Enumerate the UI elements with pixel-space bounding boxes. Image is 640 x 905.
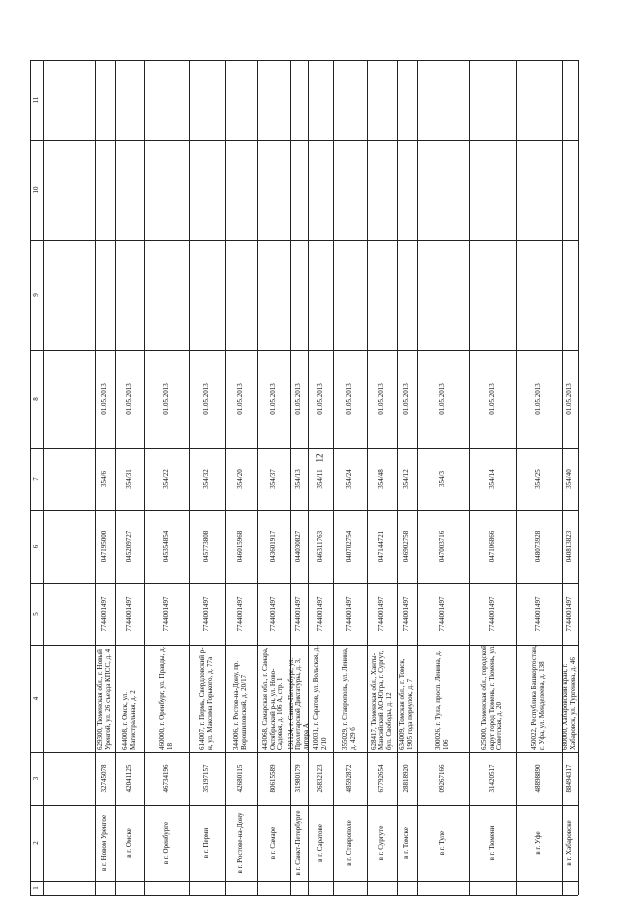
row-11-date-text: 01.05.2013 <box>438 383 447 415</box>
row-3-date-text: 01.05.2013 <box>202 383 211 415</box>
row-11-inn <box>417 583 469 645</box>
row-13-name <box>516 805 562 881</box>
row-11-address <box>417 645 469 752</box>
row-12-number <box>469 448 516 510</box>
row-5-name <box>257 805 290 881</box>
row-10-address <box>397 645 417 752</box>
row-2-number-text: 354/22 <box>161 469 170 489</box>
row-9-code <box>367 752 397 805</box>
row-10-code <box>397 752 417 805</box>
row-10-date-text: 01.05.2013 <box>402 383 411 415</box>
row-1-number <box>115 448 144 510</box>
row-13-date-text: 01.05.2013 <box>534 383 543 415</box>
row-5-date-text: 01.05.2013 <box>268 383 277 415</box>
row-4-address-text: 344006, г. Ростов-на-Дону, пр. Ворошиловский, д. 20/17 <box>232 660 248 750</box>
row-3-inn-text: 7744001497 <box>202 596 211 632</box>
row-2-inn-text: 7744001497 <box>161 596 170 632</box>
row-1-date <box>115 350 144 448</box>
row-11-address-text: 300026, г. Тула, просп. Ленина, д. 106 <box>434 650 450 750</box>
row-13-address <box>516 645 562 752</box>
row-2-date-text: 01.05.2013 <box>161 383 170 415</box>
row-8-inn-text: 7744001497 <box>345 596 354 632</box>
row-3-bik <box>189 510 225 583</box>
row-6-address-text: 191124, г. Санкт-Петербург, ул. Пролетарской Диктатуры, д. 3, литера А <box>286 657 310 750</box>
row-13-bik-text: 048073928 <box>534 530 543 563</box>
row-13-inn-text: 7744001497 <box>534 596 543 632</box>
row-7-date <box>308 350 333 448</box>
row-14-bik <box>562 510 578 583</box>
row-0-name <box>95 805 115 881</box>
row-9-inn <box>367 583 397 645</box>
row-5-code-text: 80615589 <box>268 764 277 793</box>
row-0-inn <box>95 583 115 645</box>
row-10-number-text: 354/12 <box>402 469 411 489</box>
row-5-code <box>257 752 290 805</box>
row-3-name-text: в г. Перми <box>202 827 211 859</box>
row-10-code-text: 28818920 <box>402 764 411 793</box>
row-6-address <box>286 645 310 752</box>
row-8-code <box>333 752 367 805</box>
row-2-date <box>144 350 189 448</box>
row-13-code-text: 48898890 <box>534 764 543 793</box>
row-10-number <box>397 448 417 510</box>
row-8-date <box>333 350 367 448</box>
column-number-8-text: 8 <box>31 397 40 401</box>
row-9-date-text: 01.05.2013 <box>377 383 386 415</box>
row-14-code <box>562 752 578 805</box>
row-9-address <box>367 645 397 752</box>
row-5-inn <box>257 583 290 645</box>
row-10-name-text: в г. Томске <box>402 827 411 859</box>
table-rule <box>30 881 578 882</box>
row-9-code-text: 67792654 <box>377 764 386 793</box>
row-5-name-text: в г. Самаре <box>268 826 277 860</box>
row-6-name-text: в г. Санкт-Петербурге <box>294 810 303 876</box>
row-14-bik-text: 040813823 <box>565 530 574 563</box>
row-14-date-text: 01.05.2013 <box>565 383 574 415</box>
row-3-number-text: 354/32 <box>202 469 211 489</box>
row-8-date-text: 01.05.2013 <box>345 383 354 415</box>
column-number-9-text: 9 <box>31 293 40 297</box>
row-9-inn-text: 7744001497 <box>377 596 386 632</box>
row-5-bik-text: 043601917 <box>268 530 277 563</box>
row-2-address <box>144 645 189 752</box>
row-0-name-text: в г. Новом Уренгое <box>100 814 109 872</box>
row-5-address <box>257 645 290 752</box>
row-7-address <box>308 645 333 752</box>
row-13-name-text: в г. Уфе <box>534 831 543 855</box>
column-number-11 <box>30 60 43 140</box>
row-5-address-text: 443068, Самарская обл., г. Самара, Октябрьский р-н, ул. Ново-Садовая, д. 106 А, стр. 1 <box>261 647 285 750</box>
row-12-bik <box>469 510 516 583</box>
row-1-address-text: 644008, г. Омск, ул. Магистральная, д. 2 <box>120 690 137 750</box>
column-number-9 <box>30 240 43 350</box>
row-12-code <box>469 752 516 805</box>
column-number-10-text: 10 <box>31 186 40 194</box>
row-11-bik <box>417 510 469 583</box>
column-number-4-text: 4 <box>31 696 40 701</box>
row-14-number-text: 354/40 <box>565 469 574 489</box>
row-10-bik <box>397 510 417 583</box>
row-7-code <box>308 752 333 805</box>
row-3-code-text: 35197157 <box>202 764 211 793</box>
row-8-bik <box>333 510 367 583</box>
row-8-address-text: 355029, г. Ставрополь, ул. Ленина, д. 429 б <box>341 647 357 750</box>
row-13-number <box>516 448 562 510</box>
row-4-name <box>225 805 257 881</box>
row-7-bik <box>308 510 333 583</box>
row-10-date <box>397 350 417 448</box>
row-13-date <box>516 350 562 448</box>
row-10-bik-text: 046902758 <box>402 530 411 563</box>
row-6-inn-text: 7744001497 <box>294 596 303 632</box>
row-3-name <box>189 805 225 881</box>
row-8-bik-text: 040702754 <box>345 530 354 563</box>
row-4-inn <box>225 583 257 645</box>
column-number-2-text: 2 <box>31 841 40 845</box>
row-3-inn <box>189 583 225 645</box>
row-2-inn <box>144 583 189 645</box>
row-9-name <box>367 805 397 881</box>
column-number-5-text: 5 <box>31 612 40 616</box>
row-0-code <box>95 752 115 805</box>
row-7-bik-text: 046311763 <box>315 530 324 563</box>
column-number-3-text: 3 <box>31 776 40 781</box>
row-1-inn-text: 7744001497 <box>124 596 133 632</box>
row-4-date <box>225 350 257 448</box>
row-13-inn <box>516 583 562 645</box>
row-5-bik <box>257 510 290 583</box>
row-2-address-text: 460000, г. Оренбург, ул. Правды, д. 18 <box>157 646 174 750</box>
row-7-number-text: 354/11 <box>315 469 324 489</box>
row-1-inn <box>115 583 144 645</box>
row-1-code-text: 42041125 <box>124 764 133 793</box>
row-2-code-text: 46734196 <box>161 764 170 793</box>
row-11-inn-text: 7744001497 <box>438 596 447 632</box>
row-2-bik-text: 045354854 <box>161 530 170 563</box>
row-9-date <box>367 350 397 448</box>
row-6-inn <box>290 583 308 645</box>
row-1-bik-text: 045209727 <box>124 530 133 563</box>
row-9-bik-text: 047144721 <box>377 530 386 563</box>
row-0-number-text: 354/6 <box>100 471 109 487</box>
table-rule <box>30 895 578 896</box>
row-6-date <box>290 350 308 448</box>
row-9-address-text: 628417, Тюменская обл., Ханты-Мансийский АО-Югра, г. Сургут, бул. Свободы, д. 12 <box>369 650 393 750</box>
row-3-bik-text: 045773808 <box>202 530 211 563</box>
row-5-date <box>257 350 290 448</box>
row-11-number-text: 354/3 <box>438 471 447 487</box>
row-8-number-text: 354/24 <box>345 469 354 489</box>
row-4-name-text: в г. Ростове-на-Дону <box>236 812 245 874</box>
row-7-date-text: 01.05.2013 <box>315 383 324 415</box>
row-8-code-text: 48592872 <box>345 764 354 793</box>
column-number-4 <box>30 645 43 752</box>
row-11-number <box>417 448 469 510</box>
row-2-bik <box>144 510 189 583</box>
row-12-date <box>469 350 516 448</box>
row-6-number <box>290 448 308 510</box>
column-number-2 <box>30 805 43 881</box>
column-number-1-text: 1 <box>31 886 40 890</box>
column-number-8 <box>30 350 43 448</box>
row-0-bik <box>95 510 115 583</box>
row-3-date <box>189 350 225 448</box>
row-12-inn-text: 7744001497 <box>487 596 496 632</box>
row-0-address <box>95 645 115 752</box>
table-rule <box>43 60 44 895</box>
row-12-name-text: в г. Тюмени <box>487 825 496 861</box>
row-1-code <box>115 752 144 805</box>
row-8-address <box>333 645 367 752</box>
row-2-name-text: в г. Оренбурге <box>161 821 170 865</box>
row-9-number-text: 354/48 <box>377 469 386 489</box>
row-14-inn <box>562 583 578 645</box>
row-0-bik-text: 047195000 <box>100 530 109 563</box>
row-12-bik-text: 047106866 <box>487 530 496 563</box>
row-12-code-text: 31420517 <box>487 764 496 793</box>
row-11-code-text: 09267166 <box>438 764 447 793</box>
row-7-number <box>308 448 333 510</box>
row-8-name-text: в г. Ставрополе <box>345 820 354 866</box>
row-4-bik-text: 046015968 <box>236 530 245 563</box>
row-13-code <box>516 752 562 805</box>
row-7-inn-text: 7744001497 <box>315 596 324 632</box>
row-5-number-text: 354/37 <box>268 469 277 489</box>
row-14-code-text: 88494317 <box>565 764 574 793</box>
row-4-number-text: 354/20 <box>236 469 245 489</box>
row-11-date <box>417 350 469 448</box>
row-7-name <box>308 805 333 881</box>
row-1-name <box>115 805 144 881</box>
row-12-address-text: 625000, Тюменская обл., городской округ город Тюмень, г. Тюмень, ул. Советская, д. 20 <box>480 645 504 750</box>
column-number-11-text: 11 <box>31 96 40 104</box>
row-5-number <box>257 448 290 510</box>
row-4-number <box>225 448 257 510</box>
row-13-bik <box>516 510 562 583</box>
row-1-date-text: 01.05.2013 <box>124 383 133 415</box>
row-1-name-text: в г. Омске <box>124 828 133 858</box>
row-13-address-text: 450022, Республика Башкортостан, г. Уфа, ул. Менделеева, д. 138 <box>530 645 546 750</box>
row-7-name-text: в г. Саратове <box>315 824 324 862</box>
row-6-code-text: 31980179 <box>294 764 303 793</box>
row-0-number <box>95 448 115 510</box>
row-3-code <box>189 752 225 805</box>
row-4-code <box>225 752 257 805</box>
column-number-7-text: 7 <box>31 477 40 481</box>
row-11-name-text: в г. Туле <box>438 830 447 856</box>
table-rule <box>578 60 579 895</box>
row-4-bik <box>225 510 257 583</box>
page-number: 12 <box>314 453 324 463</box>
row-13-number-text: 354/25 <box>534 469 543 489</box>
row-12-address <box>469 645 516 752</box>
row-10-inn-text: 7744001497 <box>402 596 411 632</box>
row-0-date-text: 01.05.2013 <box>100 383 109 415</box>
row-6-number-text: 354/13 <box>294 469 303 489</box>
row-12-date-text: 01.05.2013 <box>487 383 496 415</box>
row-3-address <box>189 645 225 752</box>
row-2-name <box>144 805 189 881</box>
row-7-code-text: 26832123 <box>315 764 324 793</box>
column-number-10 <box>30 140 43 240</box>
row-8-number <box>333 448 367 510</box>
row-7-address-text: 410031, г. Саратов, ул. Вольская, д. 2/10 <box>311 645 328 750</box>
column-number-6-text: 6 <box>31 544 40 549</box>
row-0-inn-text: 7744001497 <box>100 596 109 632</box>
row-11-name <box>417 805 469 881</box>
row-12-number-text: 354/14 <box>487 469 496 489</box>
row-14-address-text: 680000, Хабаровский край, г. Хабаровск, ул. Тургенева, д. 46 <box>561 657 577 750</box>
table-rule <box>30 60 578 61</box>
column-number-3 <box>30 752 43 805</box>
row-3-number <box>189 448 225 510</box>
row-0-date <box>95 350 115 448</box>
row-10-inn <box>397 583 417 645</box>
row-2-code <box>144 752 189 805</box>
row-14-number <box>562 448 578 510</box>
row-8-name <box>333 805 367 881</box>
row-1-bik <box>115 510 144 583</box>
row-14-name-text: в г. Хабаровске <box>565 820 574 866</box>
row-9-bik <box>367 510 397 583</box>
row-2-number <box>144 448 189 510</box>
row-4-date-text: 01.05.2013 <box>236 383 245 415</box>
row-14-address <box>562 645 578 752</box>
column-number-6 <box>30 510 43 583</box>
row-1-number-text: 354/31 <box>124 469 133 489</box>
column-number-5 <box>30 583 43 645</box>
row-6-code <box>290 752 308 805</box>
row-6-name <box>290 805 308 881</box>
row-9-number <box>367 448 397 510</box>
row-0-code-text: 32745078 <box>100 764 109 793</box>
row-12-inn <box>469 583 516 645</box>
row-11-code <box>417 752 469 805</box>
row-3-address-text: 614007, г. Пермь, Свердловский р-н, ул. Максима Горького, д. 77а <box>198 647 214 750</box>
row-14-name <box>562 805 578 881</box>
row-4-inn-text: 7744001497 <box>236 596 245 632</box>
table-rule <box>30 240 578 241</box>
row-6-bik <box>290 510 308 583</box>
row-10-address-text: 634009, Томская обл., г. Томск, 1905 года переулок, д. 7 <box>398 658 414 750</box>
row-9-name-text: в г. Сургуте <box>377 825 386 861</box>
column-number-1 <box>30 881 43 895</box>
row-12-name <box>469 805 516 881</box>
row-4-address <box>225 645 257 752</box>
row-1-address <box>115 645 144 752</box>
row-7-inn <box>308 583 333 645</box>
row-10-name <box>397 805 417 881</box>
row-0-address-text: 629300, Тюменская обл., г. Новый Уренгой, ул. 26 съезда КПСС, д. 4 <box>96 648 112 750</box>
row-5-inn-text: 7744001497 <box>268 596 277 632</box>
row-11-bik-text: 047003716 <box>438 530 447 563</box>
row-14-date <box>562 350 578 448</box>
row-14-inn-text: 7744001497 <box>565 596 574 632</box>
row-6-bik-text: 044030827 <box>294 530 303 563</box>
table-rule <box>30 140 578 141</box>
row-6-date-text: 01.05.2013 <box>294 383 303 415</box>
row-4-code-text: 42680115 <box>236 764 245 793</box>
column-number-7 <box>30 448 43 510</box>
row-8-inn <box>333 583 367 645</box>
